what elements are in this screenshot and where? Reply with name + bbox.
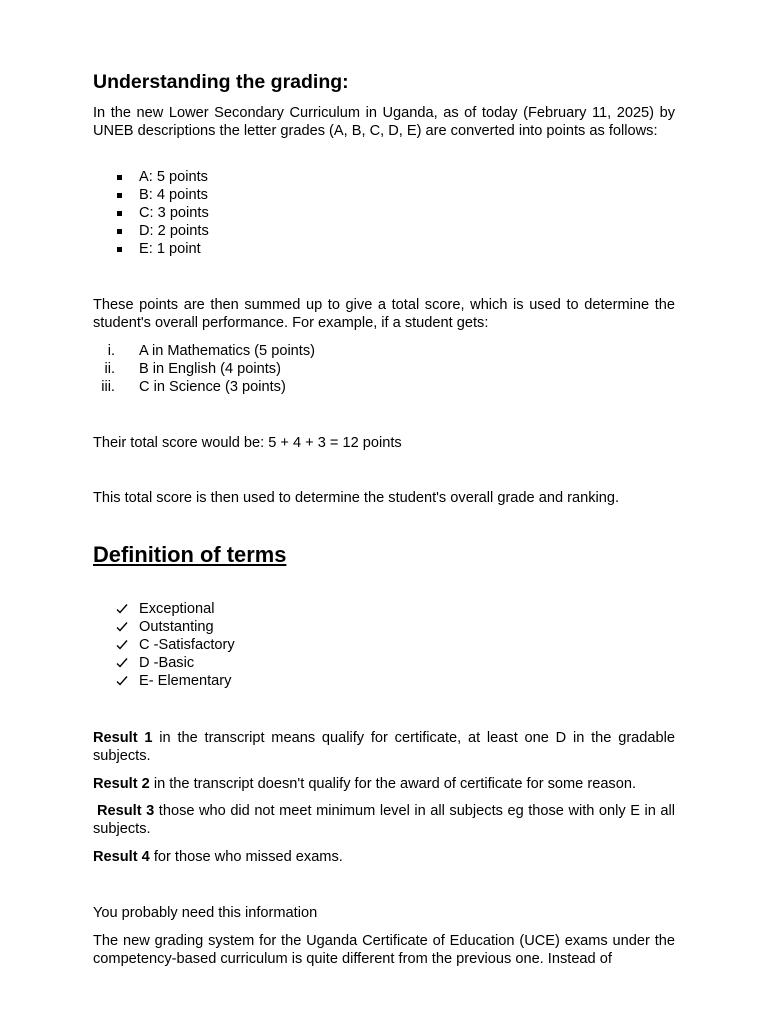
list-item xyxy=(93,672,235,690)
list-item xyxy=(93,168,209,186)
checkmark-icon xyxy=(115,618,129,636)
checkmark-icon xyxy=(115,672,129,690)
summary-paragraph: These points are then summed up to give a total score, which is used to determine the student's overall performance. For example, if a student gets: xyxy=(93,297,675,331)
list-item xyxy=(93,618,235,636)
result-label: Result 2 xyxy=(93,776,150,792)
result-text: in the transcript doesn't qualify for the award of certificate for some reason. xyxy=(149,776,637,792)
list-numeral: iii. xyxy=(101,379,115,395)
result-3-paragraph xyxy=(93,802,675,838)
list-item xyxy=(93,600,235,618)
list-item-text: B: 4 points xyxy=(139,187,208,203)
list-item-text: Outstanting xyxy=(139,619,214,635)
list-item xyxy=(93,240,209,258)
list-item xyxy=(93,342,315,360)
list-numeral: ii. xyxy=(104,361,115,377)
definitions-heading: Definition of terms xyxy=(93,542,287,567)
checkmark-icon xyxy=(115,636,129,654)
list-item-text: E- Elementary xyxy=(139,673,232,689)
result-text: in the transcript means qualify for certificate, at least one D in the gradable subjects. xyxy=(93,730,676,764)
result-label: Result 3 xyxy=(97,803,155,819)
square-bullet-icon xyxy=(117,175,122,180)
checkmark-icon xyxy=(115,600,129,618)
list-item xyxy=(93,378,315,396)
result-2-paragraph xyxy=(93,775,675,793)
square-bullet-icon xyxy=(117,193,122,198)
result-label: Result 4 xyxy=(93,849,150,865)
list-item-text: A: 5 points xyxy=(139,169,208,185)
result-text: those who did not meet minimum level in all subjects eg those with only E in all subjects. xyxy=(93,803,675,837)
result-1-paragraph xyxy=(93,729,675,765)
closing-paragraph: The new grading system for the Uganda Certificate of Education (UCE) exams under the competency-based curriculum is quite different from the previous one. Instead of xyxy=(93,933,675,967)
intro-paragraph: In the new Lower Secondary Curriculum in Uganda, as of today (February 11, 2025) by UNEB descriptions the letter grades (A, B, C, D, E) are converted into points as follows: xyxy=(93,105,675,139)
result-text: for those who missed exams. xyxy=(149,849,343,865)
list-item-text: B in English (4 points) xyxy=(139,361,281,377)
list-item xyxy=(93,204,209,222)
list-item-text: A in Mathematics (5 points) xyxy=(139,343,316,359)
page-title: Understanding the grading: xyxy=(93,71,349,93)
square-bullet-icon xyxy=(117,229,122,234)
square-bullet-icon xyxy=(117,247,122,252)
usage-line: This total score is then used to determine the student's overall grade and ranking. xyxy=(93,490,620,506)
list-item-text: D: 2 points xyxy=(139,223,209,239)
list-item xyxy=(93,360,315,378)
list-item-text: C -Satisfactory xyxy=(139,637,235,653)
example-list xyxy=(93,342,315,396)
list-numeral: i. xyxy=(107,343,115,359)
list-item-text: Exceptional xyxy=(139,601,215,617)
result-4-paragraph xyxy=(93,848,675,866)
square-bullet-icon xyxy=(117,211,122,216)
list-item-text: E: 1 point xyxy=(139,241,201,257)
definitions-list xyxy=(93,600,235,690)
list-item-text: C in Science (3 points) xyxy=(139,379,286,395)
list-item xyxy=(93,222,209,240)
list-item xyxy=(93,636,235,654)
result-label: Result 1 xyxy=(93,730,153,746)
total-score-line: Their total score would be: 5 + 4 + 3 = 12 points xyxy=(93,435,402,451)
list-item xyxy=(93,186,209,204)
list-item-text: C: 3 points xyxy=(139,205,209,221)
list-item-text: D -Basic xyxy=(139,655,195,671)
points-list xyxy=(93,168,209,258)
info-line: You probably need this information xyxy=(93,905,318,921)
list-item xyxy=(93,654,235,672)
checkmark-icon xyxy=(115,654,129,672)
